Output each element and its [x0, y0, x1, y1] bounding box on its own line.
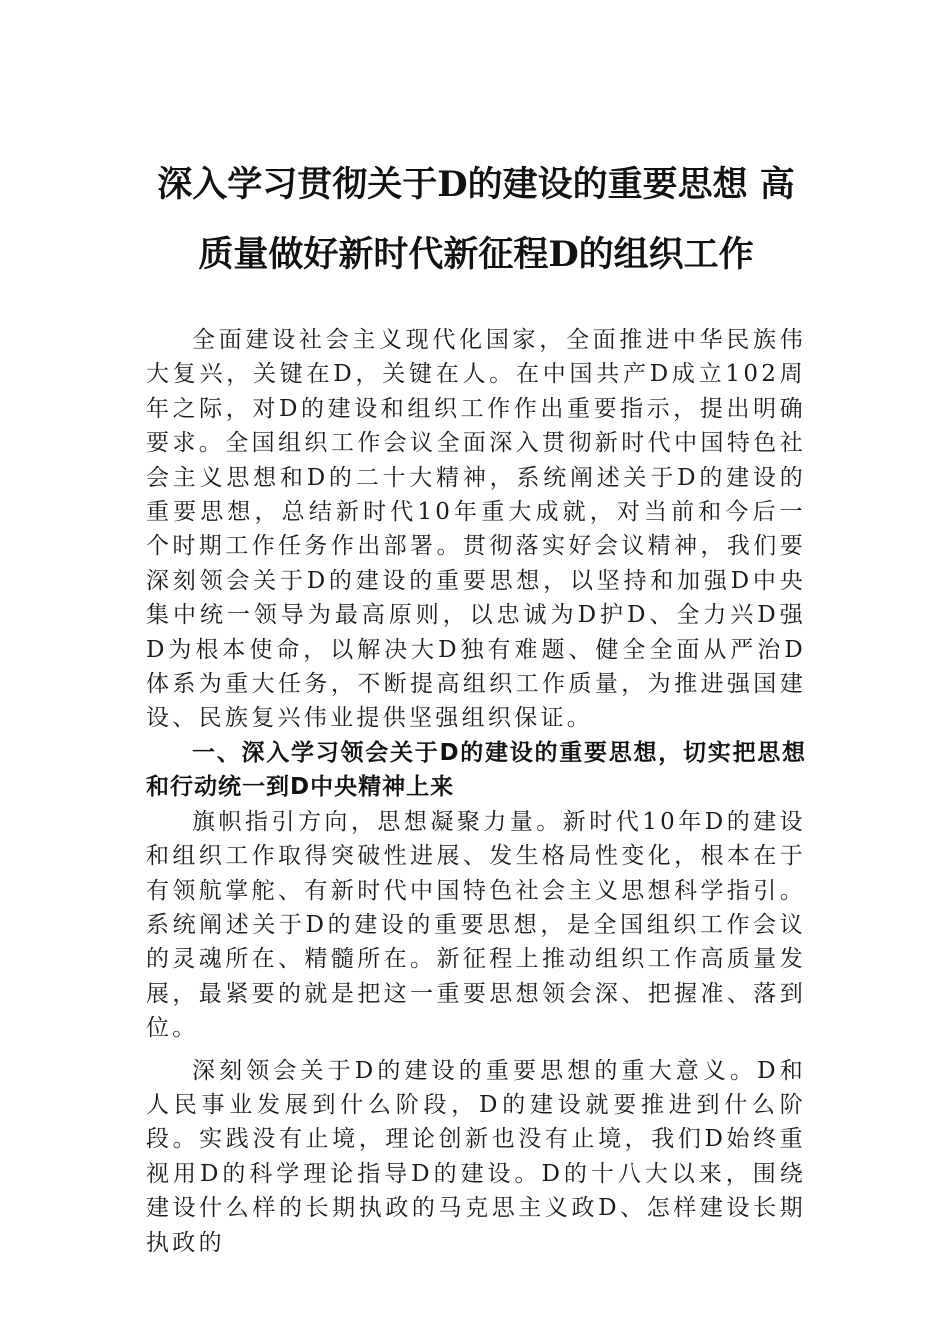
section-heading-1: 一、深入学习领会关于D的建设的重要思想，切实把思想和行动统一到D中央精神上来 [146, 739, 806, 801]
paragraph-section1-1: 旗帜指引方向，思想凝聚力量。新时代10年D的建设和组织工作取得突破性进展、发生格局性变化，根本在于有领航掌舵、有新时代中国特色社会主义思想科学指引。系统阐述关于D的建设的重要思想，是全国组织工作会议的灵魂所在、精髓所在。新征程上推动组织工作高质量发展，最紧要的就是把这一重要思想领会深、把握准、落到位。 [146, 808, 806, 1042]
document-body [146, 323, 806, 1260]
paragraph-intro: 全面建设社会主义现代化国家，全面推进中华民族伟大复兴，关键在D，关键在人。在中国共产D成立102周年之际，对D的建设和组织工作作出重要指示，提出明确要求。全国组织工作会议全面深入贯彻新时代中国特色社会主义思想和D的二十大精神，系统阐述关于D的建设的重要思想，总结新时代10年重大成就，对当前和今后一个时期工作任务作出部署。贯彻落实好会议精神，我们要深刻领会关于D的建设的重要思想，以坚持和加强D中央集中统一领导为最高原则，以忠诚为D护D、全力兴D强D为根本使命，以解决大D独有难题、健全全面从严治D体系为重大任务，不断提高组织工作质量，为推进强国建设、民族复兴伟业提供坚强组织保证。 [146, 327, 806, 732]
title-line-2: 质量做好新时代新征程D的组织工作 [198, 234, 754, 275]
document-page [146, 150, 806, 1260]
document-title [146, 150, 806, 290]
title-line-1: 深入学习贯彻关于D的建设的重要思想 高 [157, 164, 795, 205]
paragraph-section1-2: 深刻领会关于D的建设的重要思想的重大意义。D和人民事业发展到什么阶段，D的建设就要推进到什么阶段。实践没有止境，理论创新也没有止境，我们D始终重视用D的科学理论指导D的建设。D的十八大以来，围绕建设什么样的长期执政的马克思主义政D、怎样建设长期执政的 [146, 1057, 806, 1256]
